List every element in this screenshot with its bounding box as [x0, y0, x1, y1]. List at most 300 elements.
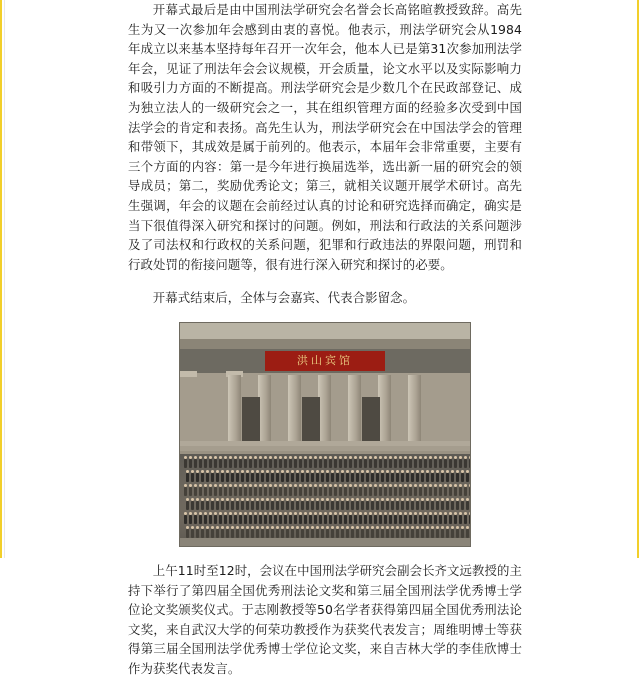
photo-person-head — [189, 484, 192, 487]
photo-person-head — [186, 526, 189, 529]
photo-person — [269, 459, 272, 468]
photo-person — [401, 501, 404, 510]
photo-person — [204, 515, 207, 524]
photo-person — [259, 487, 262, 496]
photo-person — [264, 515, 267, 524]
photo-person-head — [311, 498, 314, 501]
photo-person-head — [269, 484, 272, 487]
photo-person-head — [254, 484, 257, 487]
photo-person-head — [294, 512, 297, 515]
photo-person — [464, 515, 467, 524]
photo-person — [389, 459, 392, 468]
photo-person-head — [224, 456, 227, 459]
photo-person — [294, 487, 297, 496]
photo-person-head — [379, 512, 382, 515]
photo-person-head — [419, 512, 422, 515]
photo-person — [336, 473, 339, 482]
photo-person — [391, 501, 394, 510]
photo-person — [399, 459, 402, 468]
photo-person-head — [394, 456, 397, 459]
photo-person — [309, 459, 312, 468]
photo-person-head — [336, 526, 339, 529]
photo-person-head — [384, 456, 387, 459]
photo-person-head — [224, 512, 227, 515]
photo-person — [314, 487, 317, 496]
photo-person — [381, 473, 384, 482]
photo-person-head — [236, 498, 239, 501]
photo-person-head — [351, 526, 354, 529]
photo-person — [251, 529, 254, 538]
photo-person — [279, 487, 282, 496]
photo-person — [344, 515, 347, 524]
photo-person-head — [396, 498, 399, 501]
photo-person — [244, 487, 247, 496]
photo-person — [256, 473, 259, 482]
photo-person-head — [361, 498, 364, 501]
photo-person — [216, 501, 219, 510]
photo-person — [209, 459, 212, 468]
photo-person — [196, 501, 199, 510]
photo-person — [446, 473, 449, 482]
photo-person — [346, 501, 349, 510]
photo-person — [299, 487, 302, 496]
photo-person-head — [251, 526, 254, 529]
photo-person-head — [329, 456, 332, 459]
photo-person-head — [289, 512, 292, 515]
photo-person-head — [244, 456, 247, 459]
photo-person-head — [274, 512, 277, 515]
photo-person — [284, 459, 287, 468]
photo-person-head — [249, 512, 252, 515]
photo-person-head — [359, 512, 362, 515]
photo-person-head — [229, 512, 232, 515]
photo-person — [339, 487, 342, 496]
photo-doorway — [242, 397, 260, 441]
photo-person-head — [454, 456, 457, 459]
photo-person — [386, 501, 389, 510]
photo-person — [361, 529, 364, 538]
photo-person — [379, 487, 382, 496]
photo-column — [228, 375, 241, 441]
photo-person — [439, 515, 442, 524]
photo-person-head — [194, 456, 197, 459]
photo-person-head — [441, 470, 444, 473]
photo-person-head — [259, 512, 262, 515]
photo-crowd-row — [180, 498, 470, 510]
photo-person — [291, 473, 294, 482]
photo-person — [469, 459, 471, 468]
photo-person — [399, 487, 402, 496]
photo-person — [326, 473, 329, 482]
photo-person-head — [244, 512, 247, 515]
photo-person — [354, 515, 357, 524]
photo-person — [334, 487, 337, 496]
photo-person-head — [219, 456, 222, 459]
photo-person — [334, 459, 337, 468]
photo-person-head — [266, 526, 269, 529]
photo-person-head — [394, 512, 397, 515]
photo-person — [381, 529, 384, 538]
photo-person — [329, 515, 332, 524]
photo-person-head — [311, 526, 314, 529]
photo-person — [349, 459, 352, 468]
photo-person-head — [231, 498, 234, 501]
photo-person — [466, 529, 469, 538]
photo-person — [231, 501, 234, 510]
photo-person — [371, 529, 374, 538]
photo-person-head — [204, 484, 207, 487]
photo-person-head — [289, 456, 292, 459]
photo-person — [441, 501, 444, 510]
photo-person — [354, 487, 357, 496]
photo-crowd-row — [180, 484, 470, 496]
photo-person-head — [441, 526, 444, 529]
photo-person-head — [199, 484, 202, 487]
photo-person — [459, 515, 462, 524]
photo-person-head — [439, 456, 442, 459]
photo-person — [199, 487, 202, 496]
photo-person — [239, 459, 242, 468]
photo-person-head — [241, 526, 244, 529]
photo-person-head — [229, 456, 232, 459]
photo-person-head — [229, 484, 232, 487]
photo-ground — [180, 538, 470, 546]
photo-person — [241, 473, 244, 482]
photo-person-head — [426, 526, 429, 529]
photo-person-head — [206, 526, 209, 529]
photo-person-head — [284, 512, 287, 515]
photo-person — [309, 515, 312, 524]
photo-person — [189, 459, 192, 468]
photo-person — [454, 459, 457, 468]
photo-person-head — [329, 512, 332, 515]
photo-person — [386, 529, 389, 538]
photo-person — [351, 473, 354, 482]
photo-person-head — [401, 526, 404, 529]
photo-person — [274, 459, 277, 468]
photo-person-head — [329, 484, 332, 487]
photo-person-head — [359, 484, 362, 487]
photo-person-head — [364, 512, 367, 515]
photo-person-head — [466, 526, 469, 529]
photo-person — [431, 473, 434, 482]
photo-person-head — [331, 470, 334, 473]
photo-person — [409, 487, 412, 496]
photo-person-head — [216, 526, 219, 529]
photo-person-head — [264, 456, 267, 459]
photo-person-head — [314, 456, 317, 459]
photo-person-head — [399, 512, 402, 515]
photo-person-head — [359, 456, 362, 459]
photo-person — [356, 501, 359, 510]
photo-person-head — [406, 498, 409, 501]
photo-person-head — [201, 498, 204, 501]
photo-person-head — [211, 498, 214, 501]
photo-person — [291, 501, 294, 510]
photo-person — [454, 515, 457, 524]
photo-person-head — [349, 512, 352, 515]
photo-person — [314, 459, 317, 468]
photo-person — [331, 473, 334, 482]
photo-person-head — [191, 470, 194, 473]
photo-person — [229, 459, 232, 468]
photo-person — [314, 515, 317, 524]
photo-person-head — [339, 456, 342, 459]
photo-person — [384, 459, 387, 468]
photo-person — [419, 515, 422, 524]
photo-person — [436, 501, 439, 510]
photo-person — [306, 501, 309, 510]
photo-person — [394, 487, 397, 496]
photo-person-head — [211, 526, 214, 529]
photo-person-head — [221, 498, 224, 501]
photo-person — [271, 501, 274, 510]
photo-person-head — [344, 456, 347, 459]
photo-person — [226, 473, 229, 482]
photo-person-head — [309, 484, 312, 487]
photo-person — [189, 487, 192, 496]
page-left-rule-secondary — [4, 0, 5, 558]
photo-person-head — [341, 526, 344, 529]
photo-person-head — [334, 512, 337, 515]
photo-person-head — [206, 498, 209, 501]
photo-person — [421, 501, 424, 510]
photo-person — [311, 501, 314, 510]
photo-person-head — [449, 456, 452, 459]
page-left-rule — [0, 0, 2, 558]
photo-person-head — [364, 484, 367, 487]
photo-person-head — [371, 526, 374, 529]
photo-person — [414, 515, 417, 524]
photo-person-head — [426, 470, 429, 473]
photo-person-head — [469, 484, 471, 487]
photo-person — [261, 529, 264, 538]
photo-person — [266, 473, 269, 482]
photo-person-head — [261, 470, 264, 473]
photo-person — [444, 459, 447, 468]
photo-person-head — [449, 484, 452, 487]
photo-person-head — [386, 470, 389, 473]
photo-person — [341, 529, 344, 538]
photo-person-head — [314, 512, 317, 515]
photo-person — [419, 459, 422, 468]
photo-person — [394, 515, 397, 524]
photo-person — [401, 529, 404, 538]
photo-person — [286, 473, 289, 482]
photo-person-head — [466, 470, 469, 473]
photo-person — [289, 459, 292, 468]
photo-person — [329, 459, 332, 468]
photo-person-head — [374, 456, 377, 459]
photo-person — [214, 515, 217, 524]
photo-person — [266, 501, 269, 510]
photo-person-head — [399, 484, 402, 487]
photo-person-head — [191, 526, 194, 529]
photo-person — [236, 501, 239, 510]
photo-person-head — [439, 512, 442, 515]
photo-person-head — [269, 512, 272, 515]
photo-person-head — [234, 456, 237, 459]
photo-person — [234, 487, 237, 496]
photo-person-head — [316, 526, 319, 529]
photo-person-head — [241, 498, 244, 501]
photo-person — [459, 487, 462, 496]
photo-person — [261, 501, 264, 510]
photo-person — [436, 529, 439, 538]
photo-person-head — [276, 498, 279, 501]
photo-person-head — [354, 484, 357, 487]
photo-person-head — [409, 484, 412, 487]
photo-person — [246, 501, 249, 510]
photo-person — [294, 459, 297, 468]
photo-doorway — [302, 397, 320, 441]
photo-person-head — [321, 526, 324, 529]
photo-person-head — [456, 470, 459, 473]
photo-person — [296, 529, 299, 538]
photo-person — [386, 473, 389, 482]
photo-person — [431, 501, 434, 510]
photo-person-head — [376, 470, 379, 473]
photo-crowd-row — [180, 470, 470, 482]
photo-person — [364, 515, 367, 524]
photo-person-head — [291, 470, 294, 473]
photo-person — [371, 501, 374, 510]
photo-person — [286, 501, 289, 510]
photo-person-head — [386, 498, 389, 501]
photo-person-head — [319, 456, 322, 459]
photo-person-head — [246, 470, 249, 473]
photo-person-head — [414, 484, 417, 487]
photo-person — [201, 501, 204, 510]
photo-person — [459, 459, 462, 468]
photo-person — [214, 487, 217, 496]
photo-person — [329, 487, 332, 496]
photo-column-capital — [180, 371, 197, 377]
photo-person — [274, 515, 277, 524]
photo-person — [199, 515, 202, 524]
photo-person — [284, 487, 287, 496]
photo-person-head — [459, 484, 462, 487]
photo-person — [359, 487, 362, 496]
photo-person-head — [246, 498, 249, 501]
photo-person — [341, 473, 344, 482]
photo-person — [411, 529, 414, 538]
photo-person-head — [436, 470, 439, 473]
paragraph-2: 开幕式结束后，全体与会嘉宾、代表合影留念。 — [152, 290, 416, 306]
photo-person — [316, 473, 319, 482]
photo-person-head — [444, 512, 447, 515]
photo-person-head — [391, 526, 394, 529]
photo-person-head — [226, 498, 229, 501]
photo-person-head — [286, 470, 289, 473]
photo-person-head — [214, 456, 217, 459]
photo-person — [254, 515, 257, 524]
photo-person-head — [354, 512, 357, 515]
photo-person-head — [466, 498, 469, 501]
photo-person-head — [261, 526, 264, 529]
photo-person — [226, 501, 229, 510]
photo-person — [289, 515, 292, 524]
photo-person — [324, 459, 327, 468]
photo-person-head — [436, 498, 439, 501]
photo-person — [396, 529, 399, 538]
photo-person — [339, 515, 342, 524]
photo-person — [406, 473, 409, 482]
photo-person-head — [326, 498, 329, 501]
photo-person — [416, 501, 419, 510]
photo-person-head — [464, 512, 467, 515]
photo-person-head — [321, 470, 324, 473]
photo-person-head — [414, 456, 417, 459]
photo-person-head — [189, 456, 192, 459]
photo-person-head — [306, 526, 309, 529]
photo-person — [366, 529, 369, 538]
photo-person — [304, 459, 307, 468]
photo-person-head — [234, 512, 237, 515]
photo-person-head — [426, 498, 429, 501]
photo-person — [434, 487, 437, 496]
photo-person-head — [321, 498, 324, 501]
photo-person-head — [251, 470, 254, 473]
photo-person — [429, 487, 432, 496]
photo-person-head — [324, 512, 327, 515]
photo-person — [356, 529, 359, 538]
photo-person — [444, 515, 447, 524]
photo-person — [224, 487, 227, 496]
photo-person-head — [414, 512, 417, 515]
photo-person — [234, 515, 237, 524]
photo-person-head — [209, 512, 212, 515]
photo-person-head — [256, 526, 259, 529]
photo-person — [316, 501, 319, 510]
photo-person — [296, 473, 299, 482]
photo-person — [371, 473, 374, 482]
photo-person-head — [376, 526, 379, 529]
photo-person — [194, 515, 197, 524]
photo-person-head — [301, 470, 304, 473]
photo-person — [331, 501, 334, 510]
photo-person — [411, 473, 414, 482]
photo-person-head — [419, 456, 422, 459]
photo-person — [436, 473, 439, 482]
photo-person-head — [416, 498, 419, 501]
photo-doorway — [362, 397, 380, 441]
photo-person-head — [239, 484, 242, 487]
photo-person-head — [191, 498, 194, 501]
photo-person — [376, 529, 379, 538]
photo-person-head — [201, 526, 204, 529]
photo-person-head — [221, 526, 224, 529]
photo-person-head — [356, 498, 359, 501]
photo-person — [401, 473, 404, 482]
photo-person — [301, 529, 304, 538]
photo-person-head — [211, 470, 214, 473]
photo-person-head — [246, 526, 249, 529]
photo-person-head — [301, 526, 304, 529]
photo-person-head — [424, 512, 427, 515]
photo-person — [184, 487, 187, 496]
photo-person-head — [406, 526, 409, 529]
photo-person-head — [451, 470, 454, 473]
photo-person — [406, 529, 409, 538]
photo-person-head — [366, 470, 369, 473]
photo-person-head — [184, 456, 187, 459]
photo-person — [256, 529, 259, 538]
photo-person — [186, 529, 189, 538]
photo-person — [321, 529, 324, 538]
photo-person-head — [391, 498, 394, 501]
photo-person — [414, 487, 417, 496]
